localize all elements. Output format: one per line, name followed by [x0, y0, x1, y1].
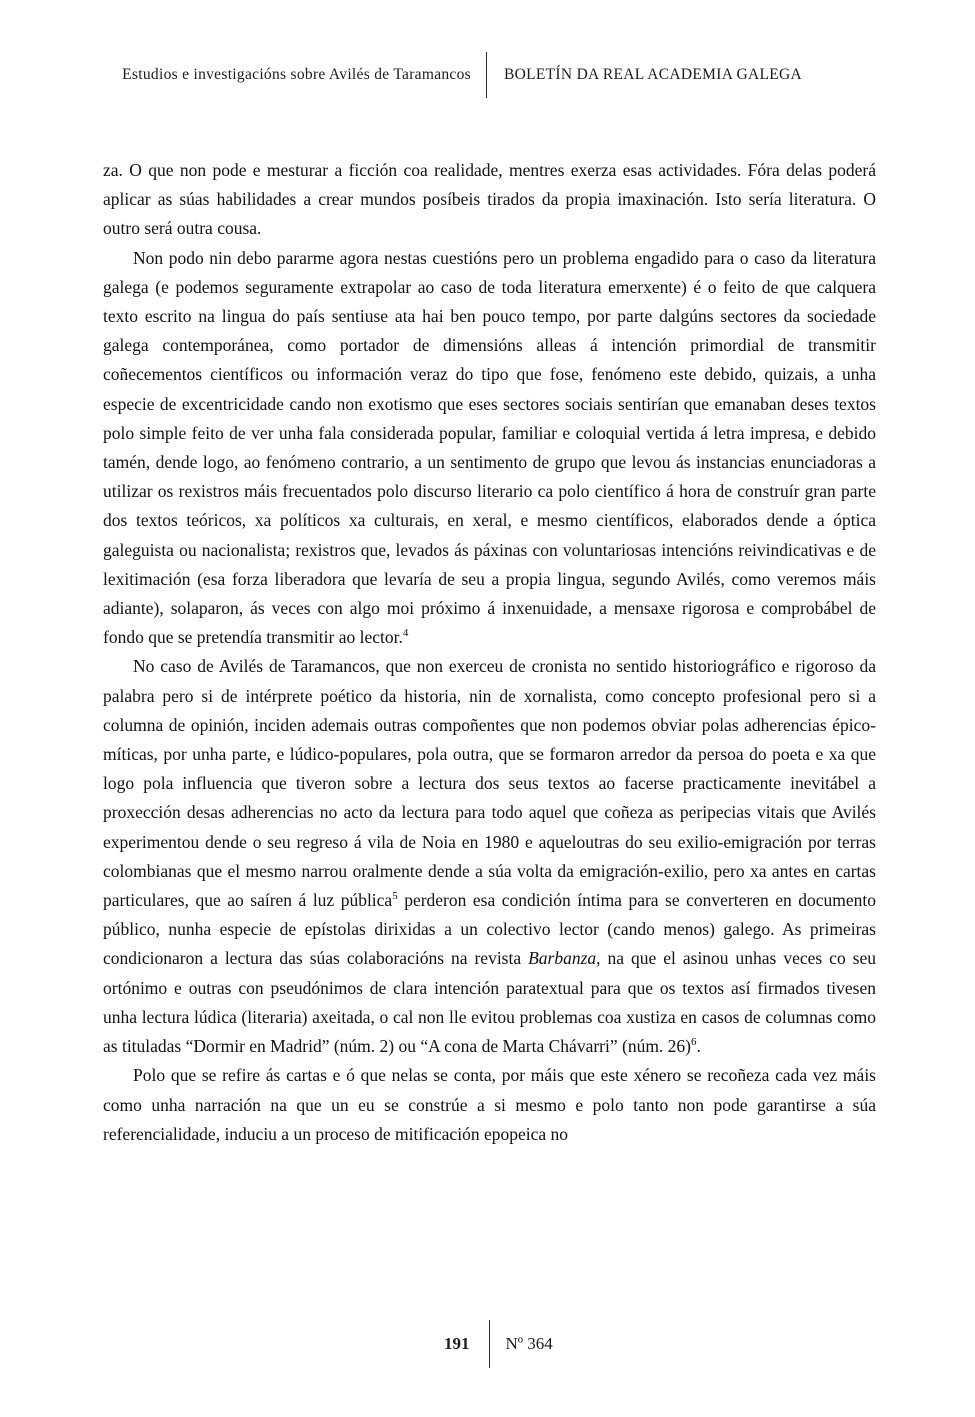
- footnote-ref: 5: [392, 890, 398, 903]
- text-segment: , na que el asinou unhas veces co seu ortónimo e outras con pseudónimos de clara intención paratextual para que os textos así firmados tivesen unha lectura lúdica (literaria) axeitada, o cal non lle evitou problemas coa xustiza en casos de columnas como as tituladas “Dormir en Madrid” (núm. 2) ou “A cona de Marta Chávarri” (núm. 26): [103, 948, 876, 1057]
- text-segment: Non podo nin debo pararme agora nestas cuestións pero un problema engadido para o caso da literatura galega (e podemos seguramente extrapolar ao caso de toda literatura emerxente) é o feito de que calquera texto escrito na lingua do país sentiuse ata hai ben pouco tempo, por parte dalgúns sectores da sociedade galega contemporánea, como portador de dimensións alleas á intención primordial de transmitir coñecementos científicos ou información veraz do tipo que fose, fenómeno este debido, quizais, a unha especie de excentricidade cando non exotismo que eses sectores sociais sentirían que emanaban deses textos polo simple feito de ver unha fala considerada popular, familiar e coloquial vertida á letra impresa, e debido tamén, dende logo, ao fenómeno contrario, a un sentimento de grupo que levou ás instancias enunciadoras a utilizar os rexistros máis frecuentados polo discurso literario ca polo científico á hora de construír gran parte dos textos teóricos, xa políticos xa culturais, en xeral, e mesmo científicos, elaborados dende a óptica galeguista ou nacionalista; rexistros que, levados ás páxinas con voluntariosas intencións reivindicativas e de lexitimación (esa forza liberadora que levaría de seu a propia lingua, segundo Avilés, como veremos máis adiante), solaparon, ás veces con algo moi próximo á inxenuidade, a mensaxe rigorosa e comprobábel de fondo que se pretendía transmitir ao lector.: [103, 247, 876, 648]
- paragraph: [103, 244, 876, 653]
- body-text: [103, 156, 876, 1149]
- footnote-ref: 4: [402, 627, 409, 640]
- paragraph: [103, 1061, 876, 1149]
- page-footer: [0, 1320, 975, 1368]
- text-segment: za. O que non pode e mesturar a ficción coa realidade, mentres exerza esas actividades. Fóra delas poderá aplicar as súas habilidades a crear mundos posíbeis tirados da propia imaxinación. Isto sería literatura. O outro será outra cousa.: [103, 160, 876, 239]
- footnote-ref: 6: [691, 1036, 697, 1049]
- footer-page-number: 191: [444, 1334, 470, 1353]
- text-segment: .: [696, 1036, 701, 1057]
- header-section-title: Estudios e investigacións sobre Avilés de Taramancos: [122, 66, 471, 83]
- paragraph: [103, 156, 876, 244]
- text-segment: Barbanza: [528, 948, 597, 969]
- text-segment: perderon esa condición íntima para se converteren en documento público, nunha especie de epístolas dirixidas a un colectivo lector (cando menos) galego. As primeiras condicionaron a lectura das súas colaboracións na revista: [103, 890, 876, 969]
- header-journal-title: BOLETÍN DA REAL ACADEMIA GALEGA: [504, 66, 803, 83]
- footer-issue-number: Nº 364: [505, 1334, 553, 1353]
- paragraph: [103, 652, 876, 1061]
- running-header: [0, 52, 975, 98]
- text-segment: No caso de Avilés de Taramancos, que non exerceu de cronista no sentido historiográfico e rigoroso da palabra pero si de intérprete poético da historia, nin de xornalista, como concepto profesional pero si a columna de opinión, inciden ademais outras compoñentes que non podemos obviar polas adherencias épico-míticas, por unha parte, e lúdico-populares, pola outra, que se formaron arredor da persoa do poeta e xa que logo pola influencia que tiveron sobre a lectura dos seus textos ao facerse practicamente inevitábel a proxección desas adherencias no acto da lectura para todo aquel que coñeza as peripecias vitais que Avilés experimentou dende o seu regreso á vila de Noia en 1980 e aqueloutras do seu exilio-emigración por terras colombianas que el mesmo narrou oralmente dende a súa volta da emigración-exilio, pero xa antes en cartas particulares, que ao saíren á luz pública: [103, 656, 876, 911]
- text-segment: Polo que se refire ás cartas e ó que nelas se conta, por máis que este xénero se recoñeza cada vez máis como unha narración na que un eu se constrúe a si mesmo e polo tanto non pode garantirse a súa referencialidade, induciu a un proceso de mitificación epopeica no: [103, 1065, 876, 1144]
